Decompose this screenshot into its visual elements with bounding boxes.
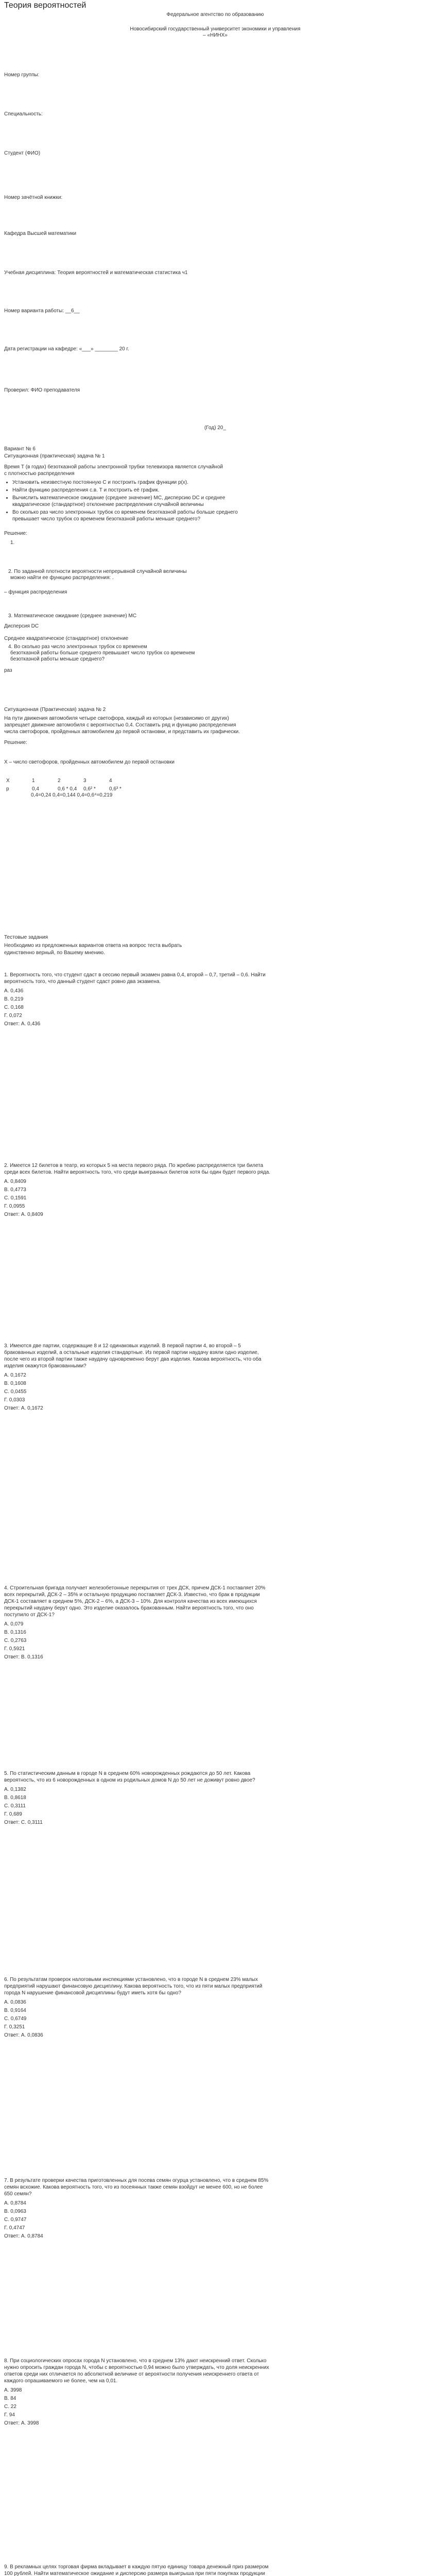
answer-option: В. 0,4773 <box>4 1187 26 1193</box>
p-cell: 0,4 <box>32 786 39 792</box>
task2-heading: Ситуационная (Практическая) задача № 2 <box>4 707 106 713</box>
test-question <box>4 2564 272 2576</box>
answer-times-label: раз <box>4 668 12 673</box>
answer-option: Г. 0,3251 <box>4 2024 25 2030</box>
student-field: Студент (ФИО) <box>4 150 41 156</box>
answer-option: А. 3998 <box>4 2387 22 2393</box>
distribution-row-p <box>6 786 135 792</box>
test-question <box>4 1976 272 2040</box>
answer-option: С. 0,2763 <box>4 1638 27 1643</box>
university-nickname: – «НИНХ» <box>203 32 228 38</box>
answer-option: А. 0,436 <box>4 988 24 994</box>
dispersion-label: Дисперсия DС <box>4 623 39 629</box>
answer-option: С. 0,1591 <box>4 1195 27 1201</box>
agency-line: Федеральное агентство по образованию <box>166 12 264 18</box>
test-question <box>4 1343 272 1413</box>
solution-step-4-line3: безотказной работы меньше среднего? <box>10 656 105 662</box>
answer-options <box>4 2199 272 2232</box>
test-question <box>4 2177 272 2241</box>
question-text: 5. По статистическим данным в городе N в среднем 60% новорожденных рождаются до 50 лет. Какова вероятность, что из 6 новорожденных в одном из родильных домов N до 50 лет не доживут ровно двое? <box>4 1771 255 1783</box>
solution-step-2-line2: можно найти ее функцию распределения: . <box>10 575 114 581</box>
solution-label: Решение: <box>4 531 27 536</box>
task1-text: Время Т (в годах) безотказной работы электронной трубки телевизора является случайной с плотностью распределения <box>4 464 223 477</box>
answer-option: В. 0,219 <box>4 996 24 1002</box>
variant-label: Вариант № 6 <box>4 446 36 452</box>
answer-options <box>4 1371 272 1404</box>
answer-option: В. 0,1316 <box>4 1630 26 1635</box>
answer-option: С. 22 <box>4 2404 16 2410</box>
answer-option: Г. 0,0955 <box>4 1204 25 1209</box>
solution-step-4-line1: 4. Во сколько раз число электронных трубок со временем <box>8 644 147 650</box>
specialty-field: Специальность: <box>4 111 43 117</box>
tests-heading: Тестовые задания <box>4 935 48 940</box>
test-question <box>4 2358 272 2428</box>
x-cell: Х <box>6 778 10 784</box>
answer-option: Г. 0,689 <box>4 1811 22 1817</box>
probability-formula: 0,4=0,24 0,4=0,144 0,4=0,6⁴=0,219 <box>31 792 113 798</box>
solution-step-2-line1: 2. По заданной плотности вероятности непрерывной случайной величины <box>8 569 187 574</box>
task1-item: • Установить неизвестную постоянную C и построить график функции p(x). <box>12 479 261 486</box>
question-text: 6. По результатам проверок налоговыми инспекциями установлено, что в городе N в среднем 23% малых предприятий нарушают финансовую дисциплину. Какова вероятность того, что из пяти малых предприятий города N нарушение финансовой дисциплины будут иметь хотя бы одно? <box>4 1977 263 1996</box>
question-text: 4. Строительная бригада получает железобетонные перекрытия от трех ДСК, причем ДСК-1 поставляет 20% всех перекрытий, ДСК-2 – 35% и остальную продукцию поставляет ДСК-3. Известно, что брак в продукции ДСК-1 составляет в среднем 5%, ДСК-2 – 6%, а ДСК-3 – 10%. Для контроля качества из всех имеющихся перекрытий наудачу берут одно. Это изделие оказалось бракованным. Найти вероятность того, что оно поступило от ДСК-1? <box>4 1585 266 1618</box>
tests-intro-1: Необходимо из предложенных вариантов ответа на вопрос теста выбрать <box>4 943 182 948</box>
question-answer: Ответ: А. 0,1672 <box>4 1405 43 1411</box>
answer-option: Г. 0,4747 <box>4 2225 25 2231</box>
answer-option: В. 0,1608 <box>4 1381 26 1386</box>
group-field: Номер группы: <box>4 72 40 78</box>
question-answer: Ответ: А. 0,0836 <box>4 2032 43 2038</box>
p-cell: р <box>6 786 9 792</box>
answer-option: С. 0,0455 <box>4 1389 27 1395</box>
answer-option: А. 0,8784 <box>4 2200 26 2206</box>
answer-option: Г. 94 <box>4 2412 15 2418</box>
page-title: Теория вероятностей <box>4 1 86 10</box>
department-field: Кафедра Высшей математики <box>4 231 77 236</box>
registration-date-field: Дата регистрации на кафедре: «___» ________ 20 г. <box>4 346 129 352</box>
answer-option: С. 0,9747 <box>4 2217 27 2223</box>
tests-intro-2: единственно верный, по Вашему мнению. <box>4 950 105 956</box>
test-question <box>4 1585 272 1662</box>
x-cell: 2 <box>58 778 61 784</box>
question-answer: Ответ: С. 0,3111 <box>4 1820 43 1825</box>
checked-by-field: Проверил: ФИО преподавателя <box>4 387 80 393</box>
answer-option: Г. 0,0303 <box>4 1397 25 1403</box>
answer-option: Г. 0,072 <box>4 1013 22 1019</box>
task2-text: На пути движения автомобиля четыре светофора, каждый из которых (независимо от других) запрещает движение автомобиля с вероятностью 0,4. Составить ряд и функцию распределения числа светофоров, пройденных автомобилем до первой остановки, и представить их графически. <box>4 716 240 735</box>
answer-option: А. 0,1672 <box>4 1372 26 1378</box>
year-line: (Год) 20_ <box>204 425 226 431</box>
question-text: 1. Вероятность того, что студент сдаст в сессию первый экзамен равна 0,4, второй – 0,7, третий – 0,6. Найти вероятность того, что данный студент сдаст ровно два экзамена. <box>4 972 266 985</box>
answer-option: В. 0,8618 <box>4 1795 26 1801</box>
question-answer: Ответ: А. 3998 <box>4 2420 39 2426</box>
answer-options <box>4 987 272 1020</box>
p-cell: 0,6² * <box>83 786 96 792</box>
answer-option: С. 0,168 <box>4 1005 24 1010</box>
distribution-row-x <box>6 778 135 784</box>
test-question <box>4 1770 272 1827</box>
question-answer: Ответ: А. 0,8784 <box>4 2233 43 2239</box>
answer-option: А. 0,1382 <box>4 1787 26 1792</box>
record-book-field: Номер зачётной книжки: <box>4 195 63 200</box>
task2-solution-label: Решение: <box>4 740 27 745</box>
question-answer: Ответ: А. 0,8409 <box>4 1212 43 1217</box>
task1-item: • Вычислить математическое ожидание (среднее значение) МС, дисперсию DС и среднее квадратическое (стандартное) отклонение распределения случайной величины <box>12 495 261 508</box>
question-text: 3. Имеются две партии, содержащие 8 и 12 одинаковых изделий. В первой партии 4, во второй – 5 бракованных изделий, а остальные изделия стандартные. Из первой партии наудачу взяли одно изделие, после чего из второй партии также наудачу одновременно берут два изделия. Какова вероятность, что оба изделия окажутся бракованными? <box>4 1343 261 1369</box>
question-answer: Ответ: А. 0,436 <box>4 1021 41 1027</box>
question-text: 8. При социологических опросах города N установлено, что в среднем 13% дают неискренний ответ. Сколько нужно опросить граждан города N, чтобы с вероятностью 0,94 можно было утверждать, что доля неискренних ответов среди них отличается по абсолютной величине от вероятности получения неискреннего ответа от каждого опрашиваемого не более, чем на 0,01. <box>4 2358 269 2384</box>
university-line: Новосибирский государственный университет экономики и управления <box>130 26 301 32</box>
answer-option: С. 0,6749 <box>4 2016 27 2022</box>
task1-item: • Во сколько раз число электронных трубок со временем безотказной работы больше среднего превышает число трубок со временем безотказной работы меньше среднего? <box>12 509 261 522</box>
answer-option: Г. 0,5921 <box>4 1646 25 1652</box>
answer-option: В. 84 <box>4 2396 16 2401</box>
answer-option: В. 0,0963 <box>4 2209 26 2214</box>
answer-option: А. 0,0836 <box>4 1999 26 2005</box>
p-cell: 0,6³ * <box>109 786 121 792</box>
distribution-function-label: – функция распределения <box>4 589 67 595</box>
random-variable-label: Х – число светофоров, пройденных автомобилем до первой остановки <box>4 759 175 765</box>
answer-option: А. 0,8409 <box>4 1179 26 1184</box>
answer-options <box>4 1786 272 1819</box>
task1-item: • Найти функцию распределения с.в. Т и построить её график. <box>12 487 261 494</box>
task1-heading: Ситуационная (практическая) задача № 1 <box>4 453 105 459</box>
discipline-field: Учебная дисциплина: Теория вероятностей и математическая статистика ч1 <box>4 270 188 276</box>
task1-items <box>4 479 261 523</box>
solution-step-4-line2: безотказной работы больше среднего превышает число трубок со временем <box>10 650 195 656</box>
test-question <box>4 1162 272 1219</box>
variant-number-field: Номер варианта работы: __6__ <box>4 308 80 314</box>
solution-step-3: 3. Математическое ожидание (среднее значение) МС <box>8 613 137 619</box>
answer-options <box>4 2386 272 2419</box>
answer-option: В. 0,9164 <box>4 2008 26 2013</box>
test-question <box>4 972 272 1028</box>
answer-options <box>4 1998 272 2031</box>
answer-option: С. 0,3111 <box>4 1803 26 1809</box>
question-text: 9. В рекламных целях торговая фирма вкладывает в каждую пятую единицу товара денежный приз размером 100 рублей. Найти математическое ожидание и дисперсию размера выигрыша при пяти покупках продукции <box>4 2564 269 2576</box>
question-text: 2. Имеется 12 билетов в театр, из которых 5 на места первого ряда. По жребию распределяется три билета среди всех билетов. Найти вероятность того, что среди выигранных билетов хотя бы один будет первого ряда. <box>4 1163 271 1175</box>
std-deviation-label: Среднее квадратическое (стандартное) отклонение <box>4 636 129 641</box>
question-answer: Ответ: В. 0,1316 <box>4 1654 43 1660</box>
x-cell: 3 <box>83 778 86 784</box>
solution-step-1: 1. <box>10 540 15 546</box>
answer-option: А. 0,079 <box>4 1621 24 1627</box>
p-cell: 0,6 * 0,4 <box>58 786 77 792</box>
x-cell: 4 <box>109 778 112 784</box>
x-cell: 1 <box>32 778 35 784</box>
question-text: 7. В результате проверки качества приготовленных для посева семян огурца установлено, что в среднем 85% семян всхожие. Какова вероятность того, что из посеянных также семян взойдут не менее 600, но не более 650 семян? <box>4 2178 269 2197</box>
answer-options <box>4 1620 272 1653</box>
answer-options <box>4 1178 272 1211</box>
